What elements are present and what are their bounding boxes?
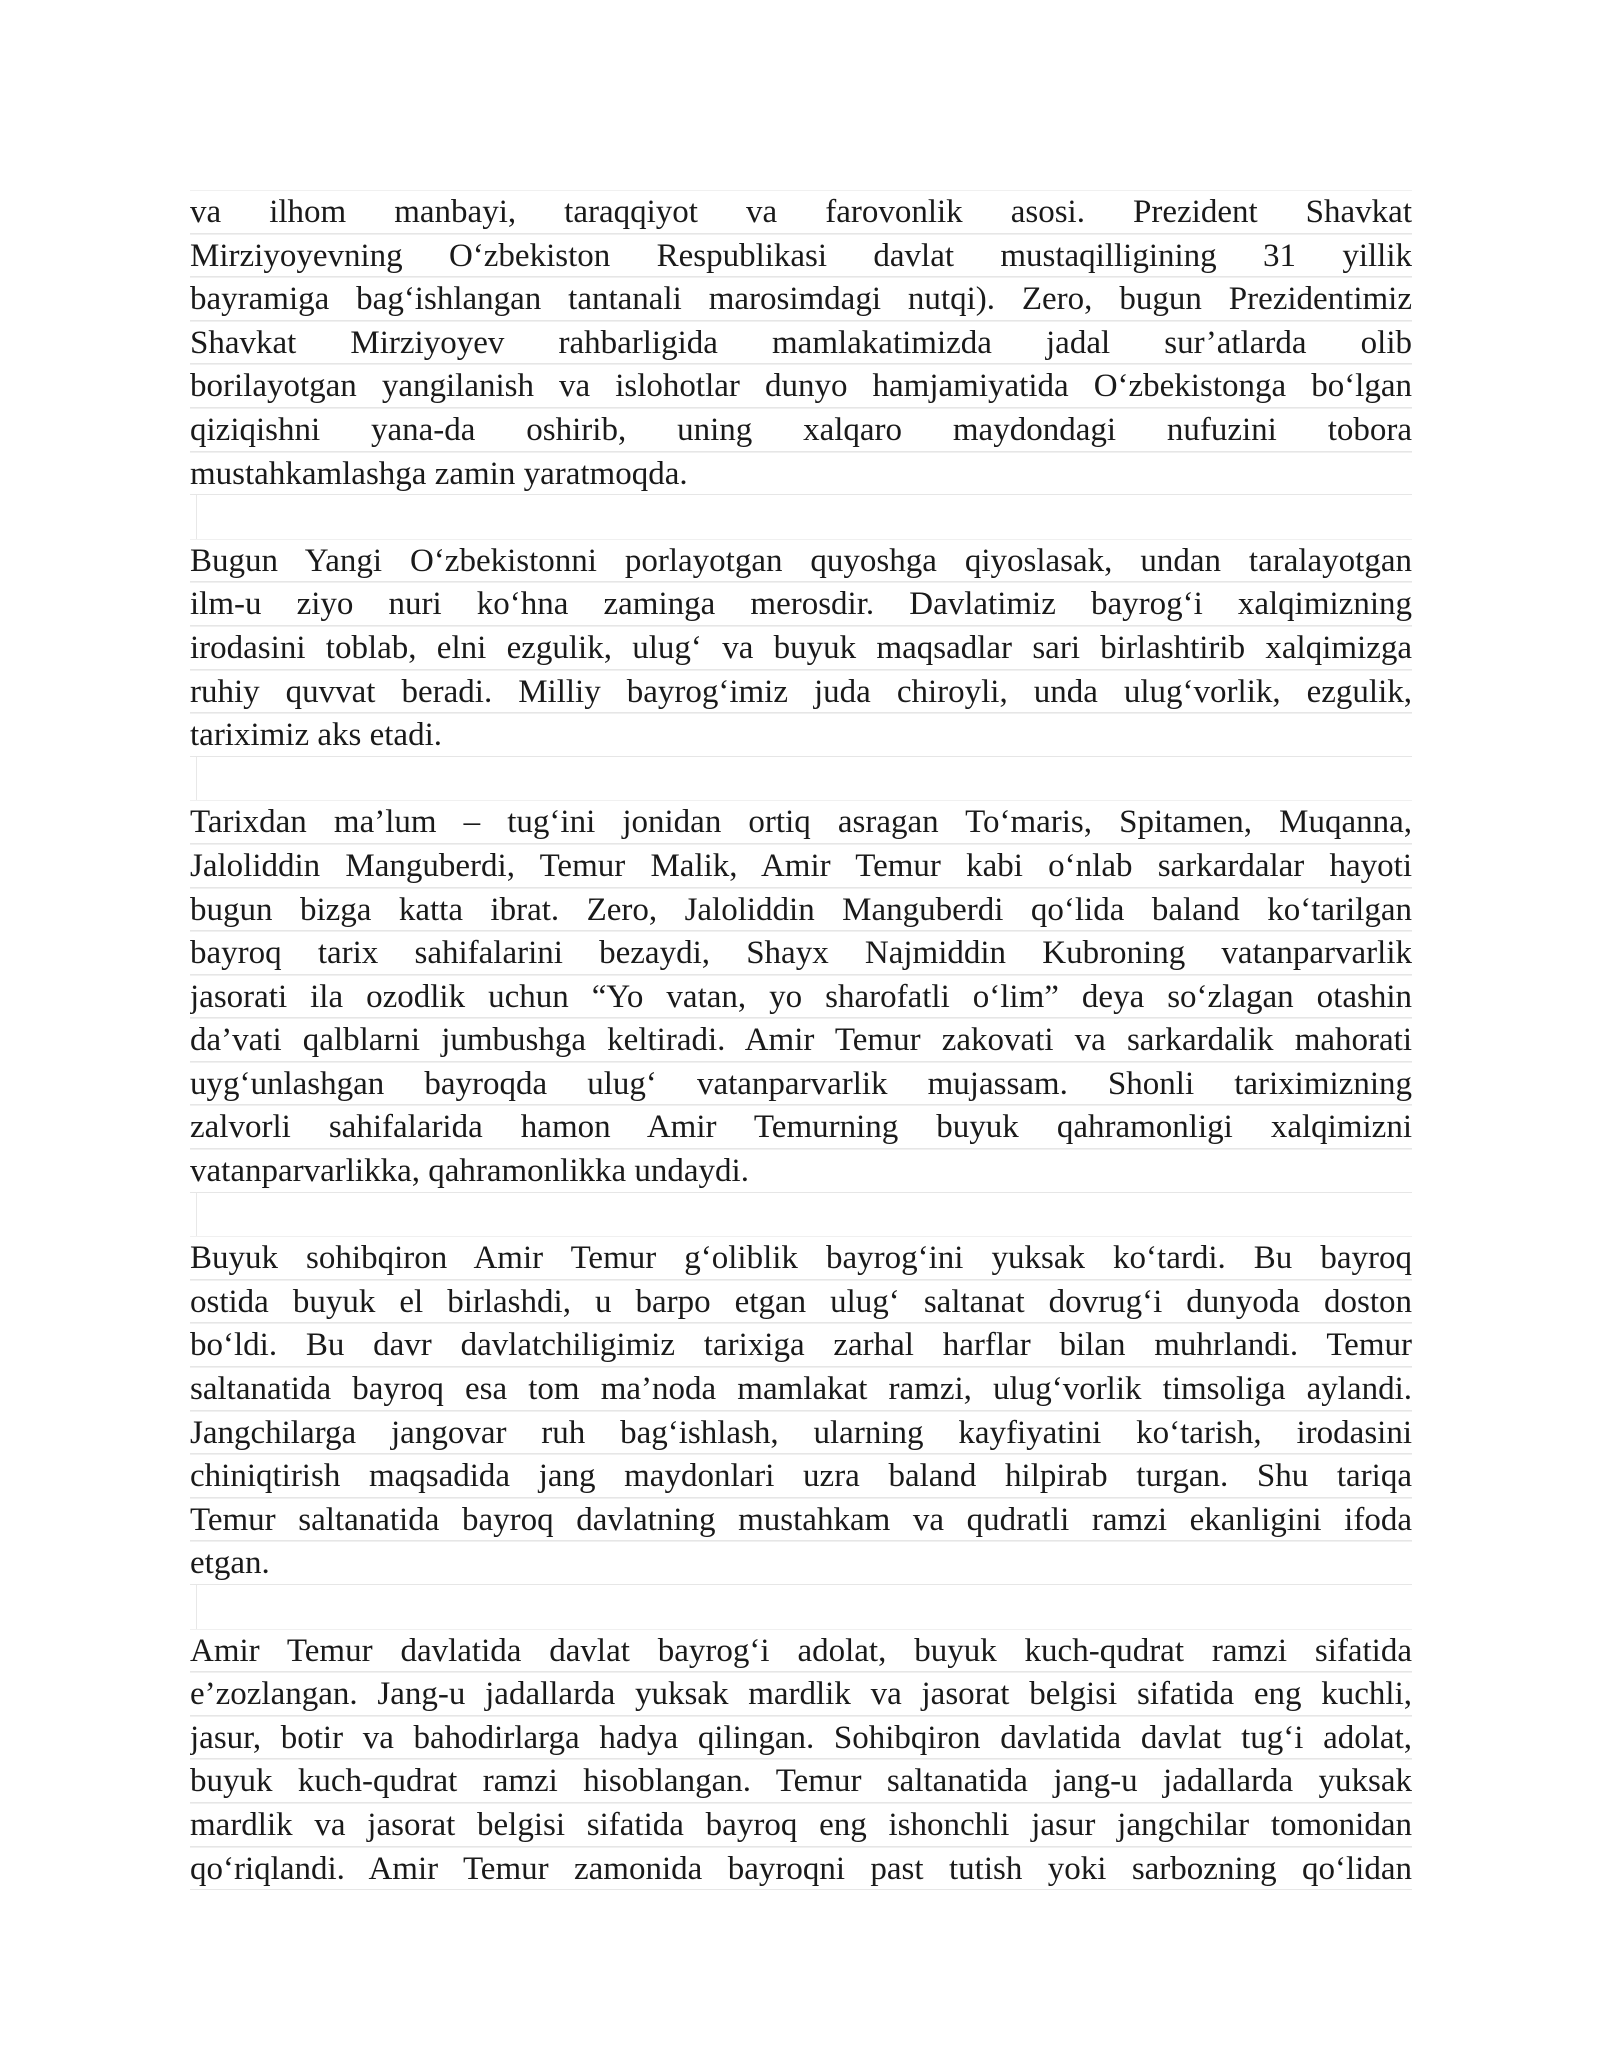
paragraph-gap: [196, 757, 1412, 801]
text-line: irodasini toblab, elni ezgulik, ulug‘ va buyuk maqsadlar sari birlashtirib xalqimizga: [190, 626, 1412, 670]
text-line: qo‘riqlandi. Amir Temur zamonida bayroqni past tutish yoki sarbozning qo‘lidan: [190, 1847, 1412, 1891]
paragraph-2: [190, 539, 1412, 757]
paragraph-gap: [196, 1585, 1412, 1629]
text-line: chiniqtirish maqsadida jang maydonlari uzra baland hilpirab turgan. Shu tariqa: [190, 1454, 1412, 1498]
text-line: buyuk kuch-qudrat ramzi hisoblangan. Temur saltanatida jang-u jadallarda yuksak: [190, 1759, 1412, 1803]
paragraph-3: [190, 800, 1412, 1192]
text-body: [190, 190, 1412, 1890]
paragraph-5: [190, 1629, 1412, 1891]
text-line: da’vati qalblarni jumbushga keltiradi. Amir Temur zakovati va sarkardalik mahorati: [190, 1018, 1412, 1062]
paragraph-gap: [196, 495, 1412, 539]
text-line: qiziqishni yana-da oshirib, uning xalqaro maydondagi nufuzini tobora: [190, 408, 1412, 452]
text-line: bayramiga bag‘ishlangan tantanali marosimdagi nutqi). Zero, bugun Prezidentimiz: [190, 277, 1412, 321]
text-line: Buyuk sohibqiron Amir Temur g‘oliblik bayrog‘ini yuksak ko‘tardi. Bu bayroq: [190, 1236, 1412, 1280]
text-line: e’zozlangan. Jang-u jadallarda yuksak mardlik va jasorat belgisi sifatida eng kuchli,: [190, 1672, 1412, 1716]
text-line: etgan.: [190, 1541, 1412, 1585]
text-line: ostida buyuk el birlashdi, u barpo etgan ulug‘ saltanat dovrug‘i dunyoda doston: [190, 1280, 1412, 1324]
paragraph-1: [190, 190, 1412, 495]
text-line: mustahkamlashga zamin yaratmoqda.: [190, 452, 1412, 496]
text-line: bo‘ldi. Bu davr davlatchiligimiz tarixiga zarhal harflar bilan muhrlandi. Temur: [190, 1323, 1412, 1367]
text-line: Jaloliddin Manguberdi, Temur Malik, Amir Temur kabi o‘nlab sarkardalar hayoti: [190, 844, 1412, 888]
text-line: borilayotgan yangilanish va islohotlar dunyo hamjamiyatida O‘zbekistonga bo‘lgan: [190, 364, 1412, 408]
text-line: mardlik va jasorat belgisi sifatida bayroq eng ishonchli jasur jangchilar tomonidan: [190, 1803, 1412, 1847]
text-line: Bugun Yangi O‘zbekistonni porlayotgan quyoshga qiyoslasak, undan taralayotgan: [190, 539, 1412, 583]
text-line: Temur saltanatida bayroq davlatning mustahkam va qudratli ramzi ekanligini ifoda: [190, 1498, 1412, 1542]
paragraph-4: [190, 1236, 1412, 1585]
text-line: Jangchilarga jangovar ruh bag‘ishlash, ularning kayfiyatini ko‘tarish, irodasini: [190, 1411, 1412, 1455]
text-line: jasorati ila ozodlik uchun “Yo vatan, yo sharofatli o‘lim” deya so‘zlagan otashin: [190, 975, 1412, 1019]
text-line: uyg‘unlashgan bayroqda ulug‘ vatanparvarlik mujassam. Shonli tariximizning: [190, 1062, 1412, 1106]
text-line: Amir Temur davlatida davlat bayrog‘i adolat, buyuk kuch-qudrat ramzi sifatida: [190, 1629, 1412, 1673]
text-line: bayroq tarix sahifalarini bezaydi, Shayx Najmiddin Kubroning vatanparvarlik: [190, 931, 1412, 975]
text-line: vatanparvarlikka, qahramonlikka undaydi.: [190, 1149, 1412, 1193]
text-line: Mirziyoyevning O‘zbekiston Respublikasi davlat mustaqilligining 31 yillik: [190, 234, 1412, 278]
text-line: ruhiy quvvat beradi. Milliy bayrog‘imiz juda chiroyli, unda ulug‘vorlik, ezgulik,: [190, 670, 1412, 714]
text-line: bugun bizga katta ibrat. Zero, Jaloliddin Manguberdi qo‘lida baland ko‘tarilgan: [190, 888, 1412, 932]
text-line: va ilhom manbayi, taraqqiyot va farovonlik asosi. Prezident Shavkat: [190, 190, 1412, 234]
text-line: jasur, botir va bahodirlarga hadya qilingan. Sohibqiron davlatida davlat tug‘i adolat,: [190, 1716, 1412, 1760]
text-line: tariximiz aks etadi.: [190, 713, 1412, 757]
text-line: Tarixdan ma’lum – tug‘ini jonidan ortiq asragan To‘maris, Spitamen, Muqanna,: [190, 800, 1412, 844]
text-line: saltanatida bayroq esa tom ma’noda mamlakat ramzi, ulug‘vorlik timsoliga aylandi.: [190, 1367, 1412, 1411]
text-line: ilm-u ziyo nuri ko‘hna zaminga merosdir. Davlatimiz bayrog‘i xalqimizning: [190, 582, 1412, 626]
text-line: zalvorli sahifalarida hamon Amir Temurning buyuk qahramonligi xalqimizni: [190, 1105, 1412, 1149]
paragraph-gap: [196, 1193, 1412, 1237]
text-line: Shavkat Mirziyoyev rahbarligida mamlakatimizda jadal sur’atlarda olib: [190, 321, 1412, 365]
